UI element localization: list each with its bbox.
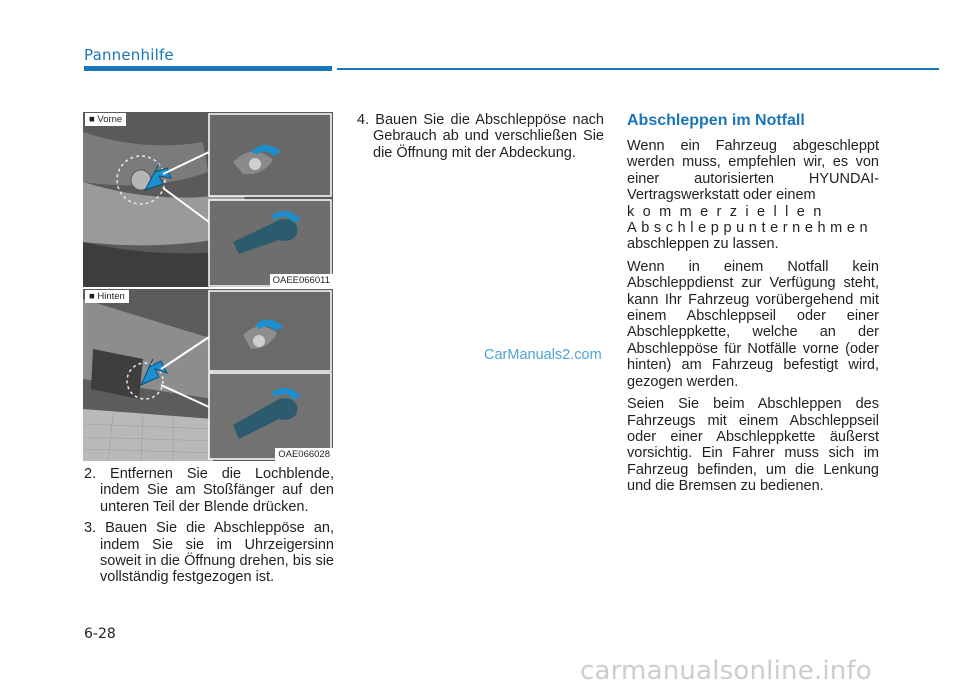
figure-code-rear: OAE066028 [275, 448, 333, 461]
emergency-towing-section [627, 112, 879, 501]
watermark-link[interactable]: CarManuals2.com [484, 347, 602, 363]
step-3: 3. Bauen Sie die Abschleppöse an, indem Sie sie im Uhrzeigersinn soweit in die Öffnung drehen, bis sie vollständig festgezogen ist. [84, 520, 334, 586]
header-rule-light [337, 68, 939, 70]
paragraph-1-part-c: Abschleppunternehmen [627, 220, 873, 237]
paragraph-2: Wenn in einem Notfall kein Abschleppdienst zur Verfügung steht, kann Ihr Fahrzeug vorübergehend mit einem Abschleppseil oder einer Abschleppkette, welche an der Abschleppöse für Notfälle vorne (oder hinten) am Fahrzeug befestigt wird, gezogen werden. [627, 258, 879, 390]
paragraph-1-part-d: abschleppen zu lassen. [627, 236, 779, 253]
rear-bumper-drawing [83, 289, 333, 461]
front-tow-hook-illustration [83, 112, 333, 287]
paragraph-1-part-a: Wenn ein Fahrzeug abgeschleppt werden muss, empfehlen wir, es von einer autorisierten HYUNDAI-Vertragswerkstatt oder einem [627, 138, 879, 204]
paragraph-1 [627, 138, 879, 253]
step-2: 2. Entfernen Sie die Lochblende, indem Sie am Stoßfänger auf den unteren Teil der Blende drücken. [84, 466, 334, 515]
page-number: 6-28 [84, 626, 116, 642]
step-4: 4. Bauen Sie die Abschleppöse nach Gebrauch ab und verschließen Sie die Öffnung mit der Abdeckung. [357, 112, 604, 161]
section-title: Abschleppen im Notfall [627, 112, 805, 129]
figure-code-front: OAEE066011 [270, 274, 333, 287]
figure-label-front: ■ Vorne [85, 113, 126, 126]
paragraph-1-part-b: kommerziellen [627, 203, 830, 220]
paragraph-3: Seien Sie beim Abschleppen des Fahrzeugs mit einem Abschleppseil oder einer Abschleppkette äußerst vorsichtig. Ein Fahrer muss sich im Fahrzeug befinden, um die Lenkung und die Bremsen zu bedienen. [627, 396, 879, 495]
footer-watermark: carmanualsonline.info [580, 656, 872, 686]
rear-tow-hook-illustration [83, 289, 333, 461]
front-bumper-drawing [83, 112, 333, 287]
instruction-column-left [84, 466, 334, 591]
figure-label-rear: ■ Hinten [85, 290, 129, 303]
section-header: Pannenhilfe [84, 46, 174, 64]
instruction-column-middle [357, 112, 604, 166]
header-rule-dark [84, 66, 332, 71]
